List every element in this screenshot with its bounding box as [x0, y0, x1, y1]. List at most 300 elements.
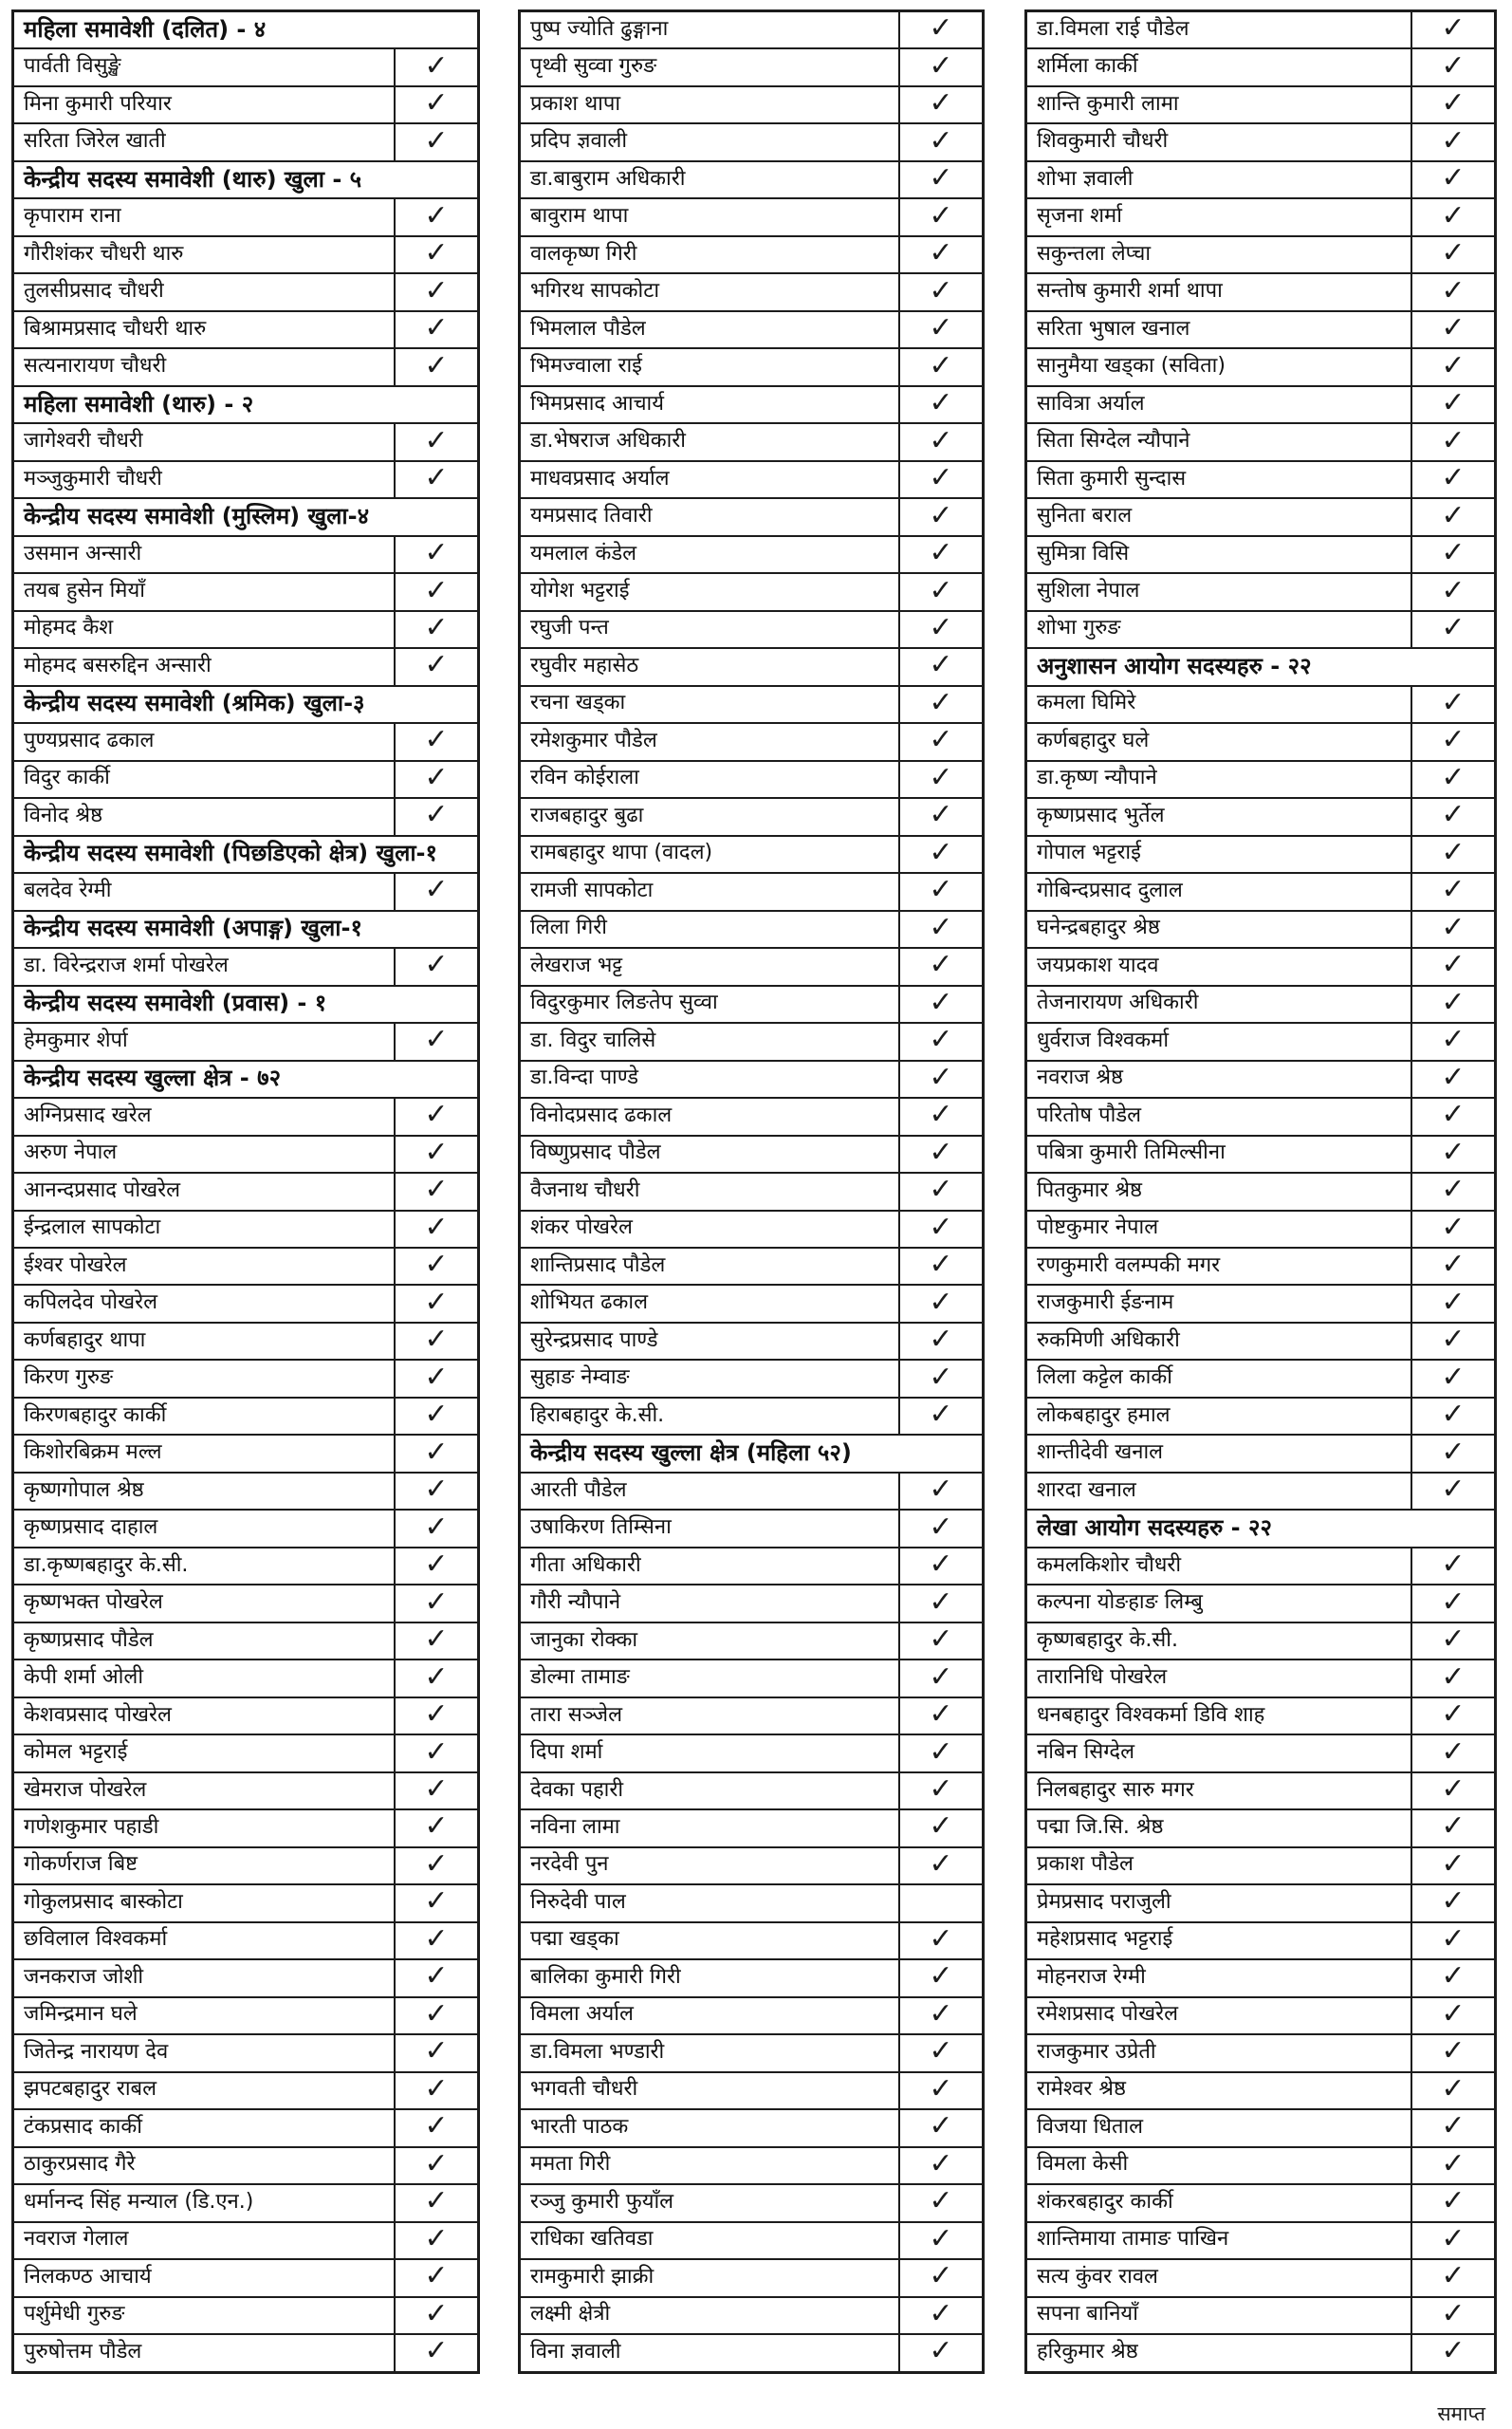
- member-name: भिमलाल पौडेल: [530, 316, 646, 341]
- checkmark-icon: ✓: [929, 1473, 953, 1507]
- check-cell: [898, 274, 982, 309]
- member-name: रुकमिणी अधिकारी: [1037, 1327, 1180, 1352]
- member-row: [14, 2258, 477, 2295]
- member-row: [521, 910, 982, 947]
- check-cell: [1411, 2148, 1494, 2183]
- checkmark-icon: ✓: [1441, 198, 1466, 232]
- check-cell: [1411, 1698, 1494, 1734]
- member-name: सिता सिग्देल न्यौपाने: [1037, 429, 1190, 454]
- checkmark-icon: ✓: [929, 236, 953, 270]
- section-title: केन्द्रीय सदस्य समावेशी (मुस्लिम) खुला-४: [24, 503, 370, 530]
- check-cell: [394, 2223, 477, 2258]
- checkmark-icon: ✓: [1441, 835, 1466, 869]
- member-row: [1027, 2071, 1494, 2108]
- member-row: [14, 1584, 477, 1621]
- checkmark-icon: ✓: [1441, 236, 1466, 270]
- check-cell: [394, 1249, 477, 1284]
- check-cell: [898, 574, 982, 609]
- member-name: वैजनाथ चौधरी: [530, 1177, 640, 1202]
- member-row: [14, 310, 477, 347]
- member-row: [14, 1397, 477, 1434]
- checkmark-icon: ✓: [424, 536, 449, 570]
- checkmark-icon: ✓: [929, 1809, 953, 1844]
- check-cell: [394, 1623, 477, 1659]
- member-list-column-1: [11, 9, 480, 2374]
- checkmark-icon: ✓: [424, 1846, 449, 1881]
- checkmark-icon: ✓: [929, 1398, 953, 1432]
- check-cell: [1411, 799, 1494, 834]
- check-cell: [898, 724, 982, 759]
- checkmark-icon: ✓: [929, 1060, 953, 1094]
- member-name: कृष्णगोपाल श्रेष्ठ: [24, 1477, 144, 1502]
- member-name: योगेश भट्टराई: [530, 579, 630, 603]
- checkmark-icon: ✓: [1441, 123, 1466, 158]
- checkmark-icon: ✓: [424, 236, 449, 270]
- checkmark-icon: ✓: [424, 723, 449, 757]
- check-cell: [898, 199, 982, 234]
- check-cell: [394, 1511, 477, 1546]
- member-name: शान्तिप्रसाद पौडेल: [530, 1252, 666, 1277]
- member-row: [1027, 947, 1494, 984]
- member-row: [14, 1883, 477, 1920]
- checkmark-icon: ✓: [424, 2109, 449, 2143]
- check-cell: [898, 762, 982, 797]
- check-cell: [898, 499, 982, 534]
- member-row: [521, 1883, 982, 1920]
- check-cell: [1411, 2110, 1494, 2145]
- check-cell: [1411, 912, 1494, 947]
- check-cell: [898, 87, 982, 122]
- member-row: [14, 610, 477, 647]
- checkmark-icon: ✓: [424, 2184, 449, 2218]
- member-name: गोकुलप्रसाद बास्कोटा: [24, 1889, 183, 1914]
- member-name: धनबहादुर विश्वकर्मा डिवि शाह: [1037, 1702, 1265, 1727]
- checkmark-icon: ✓: [424, 1697, 449, 1732]
- member-row: [521, 1322, 982, 1359]
- check-cell: [394, 949, 477, 984]
- member-name: डा.कृष्णबहादुर के.सी.: [24, 1552, 189, 1577]
- member-row: [521, 1697, 982, 1734]
- checkmark-icon: ✓: [1441, 1323, 1466, 1357]
- check-cell: [1411, 1923, 1494, 1958]
- checkmark-icon: ✓: [929, 1323, 953, 1357]
- checkmark-icon: ✓: [424, 1772, 449, 1806]
- checkmark-icon: ✓: [929, 1697, 953, 1732]
- checkmark-icon: ✓: [424, 273, 449, 307]
- member-name: बिश्रामप्रसाद चौधरी थारु: [24, 316, 207, 341]
- check-cell: [394, 724, 477, 759]
- member-name: जनकराज जोशी: [24, 1964, 144, 1989]
- check-cell: [394, 1024, 477, 1059]
- member-name: अरुण नेपाल: [24, 1140, 118, 1165]
- checkmark-icon: ✓: [1441, 1473, 1466, 1507]
- member-row: [1027, 12, 1494, 47]
- checkmark-icon: ✓: [424, 2034, 449, 2068]
- checkmark-icon: ✓: [929, 1585, 953, 1619]
- check-cell: [1411, 762, 1494, 797]
- check-cell: [1411, 612, 1494, 647]
- check-cell: [1411, 124, 1494, 159]
- member-row: [521, 1584, 982, 1621]
- member-name: रविन कोईराला: [530, 766, 639, 790]
- check-cell: [394, 1361, 477, 1396]
- checkmark-icon: ✓: [424, 1921, 449, 1956]
- member-name: विनोद श्रेष्ठ: [24, 803, 103, 827]
- member-name: शोभा ज्ञवाली: [1037, 166, 1134, 191]
- member-row: [521, 2296, 982, 2333]
- member-row: [14, 1808, 477, 1845]
- check-cell: [394, 2148, 477, 2183]
- member-row: [1027, 1172, 1494, 1209]
- check-cell: [898, 1137, 982, 1172]
- check-cell: [394, 1286, 477, 1321]
- check-cell: [1411, 1623, 1494, 1659]
- checkmark-icon: ✓: [424, 1135, 449, 1169]
- member-row: [521, 535, 982, 572]
- checkmark-icon: ✓: [1441, 498, 1466, 532]
- checkmark-icon: ✓: [929, 1510, 953, 1544]
- checkmark-icon: ✓: [1441, 2146, 1466, 2180]
- checkmark-icon: ✓: [929, 573, 953, 607]
- checkmark-icon: ✓: [1441, 1098, 1466, 1132]
- check-cell: [394, 1960, 477, 1995]
- check-cell: [1411, 87, 1494, 122]
- member-row: [1027, 2033, 1494, 2070]
- check-cell: [1411, 1585, 1494, 1621]
- checkmark-icon: ✓: [1441, 48, 1466, 83]
- member-name: महेशप्रसाद भट्टराई: [1037, 1927, 1173, 1952]
- member-name: कृष्णबहादुर के.सी.: [1037, 1627, 1178, 1652]
- member-row: [1027, 2296, 1494, 2333]
- check-cell: [898, 2110, 982, 2145]
- check-cell: [1411, 2223, 1494, 2258]
- check-cell: [898, 2298, 982, 2333]
- member-row: [521, 1022, 982, 1059]
- member-name: नवराज श्रेष्ठ: [1037, 1066, 1123, 1090]
- member-row: [521, 2108, 982, 2145]
- member-row: [521, 497, 982, 534]
- checkmark-icon: ✓: [1441, 1697, 1466, 1732]
- checkmark-icon: ✓: [929, 948, 953, 982]
- checkmark-icon: ✓: [1441, 2221, 1466, 2255]
- checkmark-icon: ✓: [929, 873, 953, 907]
- check-cell: [1411, 2035, 1494, 2070]
- member-row: [521, 235, 982, 272]
- check-cell: [898, 1286, 982, 1321]
- checkmark-icon: ✓: [1441, 1846, 1466, 1881]
- checkmark-icon: ✓: [424, 1210, 449, 1244]
- member-name: भारती पाठक: [530, 2114, 629, 2139]
- member-row: [14, 1771, 477, 1808]
- member-name: निलबहादुर सारु मगर: [1037, 1777, 1194, 1802]
- member-name: उसमान अन्सारी: [24, 541, 142, 566]
- member-row: [1027, 1135, 1494, 1172]
- member-row: [521, 1659, 982, 1696]
- member-row: [1027, 2183, 1494, 2220]
- check-cell: [898, 1998, 982, 2033]
- member-row: [14, 122, 477, 159]
- member-name: धर्मानन्द सिंह मन्याल (डि.एन.): [24, 2189, 254, 2214]
- member-name: गोकर्णराज बिष्ट: [24, 1852, 138, 1877]
- member-row: [1027, 535, 1494, 572]
- member-name: बालिका कुमारी गिरी: [530, 1964, 681, 1989]
- member-name: विनोदप्रसाद ढकाल: [530, 1103, 673, 1127]
- member-row: [1027, 1247, 1494, 1284]
- member-name: डा.भेषराज अधिकारी: [530, 429, 686, 454]
- checkmark-icon: ✓: [1441, 1772, 1466, 1806]
- checkmark-icon: ✓: [929, 1734, 953, 1769]
- member-row: [1027, 1846, 1494, 1883]
- check-cell: [394, 1923, 477, 1958]
- check-cell: [898, 462, 982, 497]
- checkmark-icon: ✓: [424, 311, 449, 345]
- check-cell: [898, 349, 982, 384]
- member-name: तारानिधि पोखरेल: [1037, 1665, 1168, 1690]
- checkmark-icon: ✓: [929, 1135, 953, 1169]
- check-cell: [1411, 462, 1494, 497]
- member-name: शर्मिला कार्की: [1037, 54, 1138, 79]
- member-row: [521, 722, 982, 759]
- member-name: ममता गिरी: [530, 2152, 611, 2177]
- member-row: [14, 460, 477, 497]
- check-cell: [1411, 12, 1494, 47]
- checkmark-icon: ✓: [424, 461, 449, 495]
- check-cell: [898, 1585, 982, 1621]
- check-cell: [394, 1548, 477, 1584]
- member-name: पार्वती विसुङ्खे: [24, 54, 121, 79]
- member-row: [521, 685, 982, 722]
- member-name: रमेशकुमार पौडेल: [530, 728, 657, 752]
- member-row: [521, 1547, 982, 1584]
- check-cell: [1411, 987, 1494, 1022]
- member-row: [1027, 1659, 1494, 1696]
- member-row: [1027, 1284, 1494, 1321]
- check-cell: [394, 2335, 477, 2370]
- member-name: केपी शर्मा ओली: [24, 1665, 144, 1690]
- checkmark-icon: ✓: [929, 1023, 953, 1057]
- check-cell: [394, 1660, 477, 1696]
- member-name: पुष्प ज्योति ढुङ्गाना: [530, 16, 669, 41]
- checkmark-icon: ✓: [929, 985, 953, 1019]
- member-name: डोल्मा तामाङ: [530, 1665, 630, 1690]
- checkmark-icon: ✓: [929, 386, 953, 420]
- check-cell: [394, 124, 477, 159]
- member-name: सन्तोष कुमारी शर्मा थापा: [1037, 279, 1223, 304]
- section-title: अनुशासन आयोग सदस्यहरु - २२: [1037, 652, 1312, 679]
- member-row: [14, 535, 477, 572]
- checkmark-icon: ✓: [1441, 461, 1466, 495]
- checkmark-icon: ✓: [424, 1660, 449, 1694]
- check-cell: [898, 1548, 982, 1584]
- member-row: [521, 647, 982, 684]
- member-name: कृपाराम राना: [24, 204, 121, 229]
- member-row: [1027, 1359, 1494, 1396]
- member-row: [1027, 1097, 1494, 1134]
- member-row: [521, 347, 982, 384]
- check-cell: [1411, 537, 1494, 572]
- checkmark-icon: ✓: [1441, 685, 1466, 719]
- member-row: [1027, 347, 1494, 384]
- checkmark-icon: ✓: [424, 648, 449, 682]
- member-name: रामबहादुर थापा (वादल): [530, 841, 713, 865]
- member-row: [521, 2033, 982, 2070]
- check-cell: [394, 199, 477, 234]
- checkmark-icon: ✓: [929, 610, 953, 644]
- check-cell: [898, 1024, 982, 1059]
- checkmark-icon: ✓: [929, 423, 953, 457]
- member-name: पृथ्वी सुव्वा गुरुङ: [530, 54, 657, 79]
- checkmark-icon: ✓: [1441, 910, 1466, 944]
- check-cell: [898, 912, 982, 947]
- member-name: डा.विमला भण्डारी: [530, 2039, 665, 2064]
- checkmark-icon: ✓: [1441, 1622, 1466, 1657]
- member-name: तुलसीप्रसाद चौधरी: [24, 279, 164, 304]
- member-name: शान्तिमाया तामाङ पाखिन: [1037, 2227, 1229, 2252]
- check-cell: [394, 1174, 477, 1209]
- checkmark-icon: ✓: [929, 498, 953, 532]
- member-name: झपटबहादुर राबल: [24, 2077, 157, 2102]
- member-name: टंकप्रसाद कार्की: [24, 2114, 142, 2139]
- checkmark-icon: ✓: [929, 311, 953, 345]
- member-row: [1027, 1921, 1494, 1958]
- member-name: भिमज्वाला राई: [530, 354, 642, 379]
- check-cell: [1411, 1361, 1494, 1396]
- member-row: [521, 12, 982, 47]
- check-cell: [1411, 1024, 1494, 1059]
- check-cell: [1411, 312, 1494, 347]
- check-cell: [898, 12, 982, 47]
- check-cell: [898, 1474, 982, 1509]
- member-row: [521, 1397, 982, 1434]
- check-cell: [898, 687, 982, 722]
- member-row: [1027, 160, 1494, 197]
- member-row: [521, 1921, 982, 1958]
- member-list-column-3: [1024, 9, 1497, 2374]
- member-name: केशवप्रसाद पोखरेल: [24, 1702, 172, 1727]
- member-name: नवराज गेलाल: [24, 2227, 129, 2252]
- member-name: डा.बाबुराम अधिकारी: [530, 166, 686, 191]
- member-row: [14, 2033, 477, 2070]
- member-name: शंकरबहादुर कार्की: [1037, 2189, 1173, 2214]
- member-name: भिमप्रसाद आचार्य: [530, 391, 664, 416]
- member-name: रञ्जु कुमारी फुयाँल: [530, 2189, 674, 2214]
- member-row: [14, 1434, 477, 1471]
- member-name: कर्णबहादुर थापा: [24, 1327, 146, 1352]
- check-cell: [394, 2298, 477, 2333]
- member-row: [1027, 1022, 1494, 1059]
- section-title: केन्द्रीय सदस्य समावेशी (अपाङ्ग) खुला-१: [24, 915, 362, 942]
- member-name: प्रेमप्रसाद पराजुली: [1037, 1889, 1171, 1914]
- checkmark-icon: ✓: [929, 1548, 953, 1582]
- section-title: केन्द्रीय सदस्य खुल्ला क्षेत्र (महिला ५२): [530, 1439, 852, 1467]
- member-name: निरुदेवी पाल: [530, 1889, 626, 1914]
- member-row: [14, 1509, 477, 1546]
- check-cell: [898, 2335, 982, 2370]
- member-row: [14, 1284, 477, 1321]
- member-name: निलकण्ठ आचार्य: [24, 2264, 152, 2289]
- end-note: समाप्त: [1437, 2402, 1485, 2425]
- member-row: [14, 947, 477, 984]
- member-row: [14, 1958, 477, 1995]
- member-row: [521, 1097, 982, 1134]
- member-row: [1027, 760, 1494, 797]
- check-cell: [898, 2035, 982, 2070]
- checkmark-icon: ✓: [424, 123, 449, 158]
- member-row: [1027, 797, 1494, 834]
- member-name: तारा सञ्जेल: [530, 1702, 623, 1727]
- check-cell: [898, 612, 982, 647]
- checkmark-icon: ✓: [1441, 1210, 1466, 1244]
- check-cell: [898, 49, 982, 84]
- member-row: [1027, 385, 1494, 422]
- checkmark-icon: ✓: [424, 2071, 449, 2105]
- member-name: पुण्यप्रसाद ढकाल: [24, 728, 155, 752]
- member-row: [1027, 47, 1494, 84]
- checkmark-icon: ✓: [424, 198, 449, 232]
- member-name: शोभा गुरुङ: [1037, 616, 1121, 640]
- member-row: [14, 2108, 477, 2145]
- member-name: सरिता जिरेल खाती: [24, 129, 166, 154]
- member-name: रणकुमारी वलम्पकी मगर: [1037, 1252, 1221, 1277]
- check-cell: [1411, 724, 1494, 759]
- member-name: सुरेन्द्रप्रसाद पाण्डे: [530, 1327, 658, 1352]
- member-name: लिला कट्टेल कार्की: [1037, 1365, 1172, 1390]
- check-cell: [394, 762, 477, 797]
- section-header-row: [14, 160, 477, 197]
- checkmark-icon: ✓: [424, 1023, 449, 1057]
- checkmark-icon: ✓: [1441, 1585, 1466, 1619]
- member-row: [1027, 685, 1494, 722]
- member-row: [1027, 722, 1494, 759]
- member-name: कल्पना योङहाङ लिम्बु: [1037, 1590, 1203, 1615]
- checkmark-icon: ✓: [1441, 161, 1466, 195]
- section-header-row: [14, 12, 477, 47]
- section-header-row: [14, 685, 477, 722]
- check-cell: [1411, 387, 1494, 422]
- member-row: [1027, 910, 1494, 947]
- member-name: मोहनराज रेग्मी: [1037, 1964, 1146, 1989]
- section-header-row: [14, 497, 477, 534]
- member-row: [521, 385, 982, 422]
- checkmark-icon: ✓: [929, 1285, 953, 1319]
- check-cell: [394, 1324, 477, 1359]
- member-row: [521, 572, 982, 609]
- checkmark-icon: ✓: [929, 86, 953, 121]
- member-name: शान्तीदेवी खनाल: [1037, 1440, 1164, 1465]
- check-cell: [898, 1735, 982, 1771]
- member-row: [1027, 1883, 1494, 1920]
- check-cell: [898, 1698, 982, 1734]
- member-name: भगवती चौधरी: [530, 2077, 638, 2102]
- check-cell: [1411, 687, 1494, 722]
- member-row: [14, 797, 477, 834]
- member-list-column-2: [518, 9, 985, 2374]
- check-cell: [394, 2110, 477, 2145]
- member-row: [521, 797, 982, 834]
- member-row: [1027, 235, 1494, 272]
- check-cell: [898, 124, 982, 159]
- member-name: रचना खड्का: [530, 691, 626, 715]
- member-name: बावुराम थापा: [530, 204, 629, 229]
- checkmark-icon: ✓: [1441, 1248, 1466, 1282]
- member-name: प्रकाश पौडेल: [1037, 1852, 1134, 1877]
- member-name: सृजना शर्मा: [1037, 204, 1122, 229]
- member-name: शंकर पोखरेल: [530, 1215, 633, 1240]
- member-row: [1027, 1472, 1494, 1509]
- section-header-row: [14, 385, 477, 422]
- checkmark-icon: ✓: [929, 723, 953, 757]
- member-name: पितकुमार श्रेष्ठ: [1037, 1177, 1143, 1202]
